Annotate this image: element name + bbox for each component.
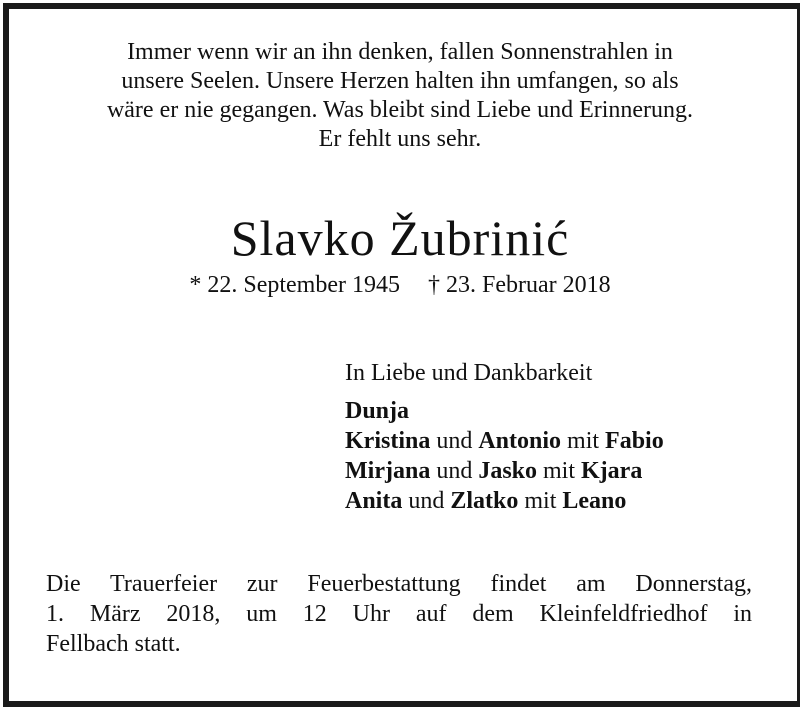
funeral-notice-line: 1. März 2018, um 12 Uhr auf dem Kleinfeldfriedhof in xyxy=(46,601,752,627)
family-member-name: Dunja xyxy=(345,398,410,424)
poem-line: wäre er nie gegangen. Was bleibt sind Liebe und Erinnerung. xyxy=(106,97,694,123)
deceased-name: Slavko Žubrinić xyxy=(230,210,570,266)
family-member-name: Jasko xyxy=(478,458,537,484)
family-member-name: Kjara xyxy=(581,458,643,484)
conjunction: mit xyxy=(524,488,557,514)
family-row xyxy=(345,396,664,426)
family-row xyxy=(345,486,664,516)
family-member-name: Anita xyxy=(345,488,403,514)
family-member-name: Fabio xyxy=(605,428,664,454)
life-dates xyxy=(0,270,800,300)
family-row xyxy=(345,456,664,486)
death-date: † 23. Februar 2018 xyxy=(428,272,611,298)
conjunction: und xyxy=(408,488,445,514)
poem-line: Er fehlt uns sehr. xyxy=(318,126,482,152)
memorial-poem xyxy=(0,38,800,154)
funeral-notice-line: Die Trauerfeier zur Feuerbestattung findet am Donnerstag, xyxy=(46,571,752,597)
family-intro: In Liebe und Dankbarkeit xyxy=(345,360,593,386)
family-member-name: Leano xyxy=(562,488,627,514)
conjunction: und xyxy=(436,458,473,484)
family-member-name: Mirjana xyxy=(345,458,431,484)
family-member-name: Zlatko xyxy=(450,488,519,514)
poem-line: Immer wenn wir an ihn denken, fallen Sonnenstrahlen in xyxy=(127,39,673,65)
funeral-notice-line: Fellbach statt. xyxy=(46,631,181,657)
family-member-name: Antonio xyxy=(478,428,562,454)
poem-line: unsere Seelen. Unsere Herzen halten ihn umfangen, so als xyxy=(121,68,679,94)
conjunction: mit xyxy=(543,458,576,484)
family-signature xyxy=(345,358,664,516)
family-row xyxy=(345,426,664,456)
funeral-notice xyxy=(46,569,752,659)
birth-date: * 22. September 1945 xyxy=(189,272,400,298)
family-member-name: Kristina xyxy=(345,428,431,454)
conjunction: und xyxy=(436,428,473,454)
conjunction: mit xyxy=(567,428,600,454)
